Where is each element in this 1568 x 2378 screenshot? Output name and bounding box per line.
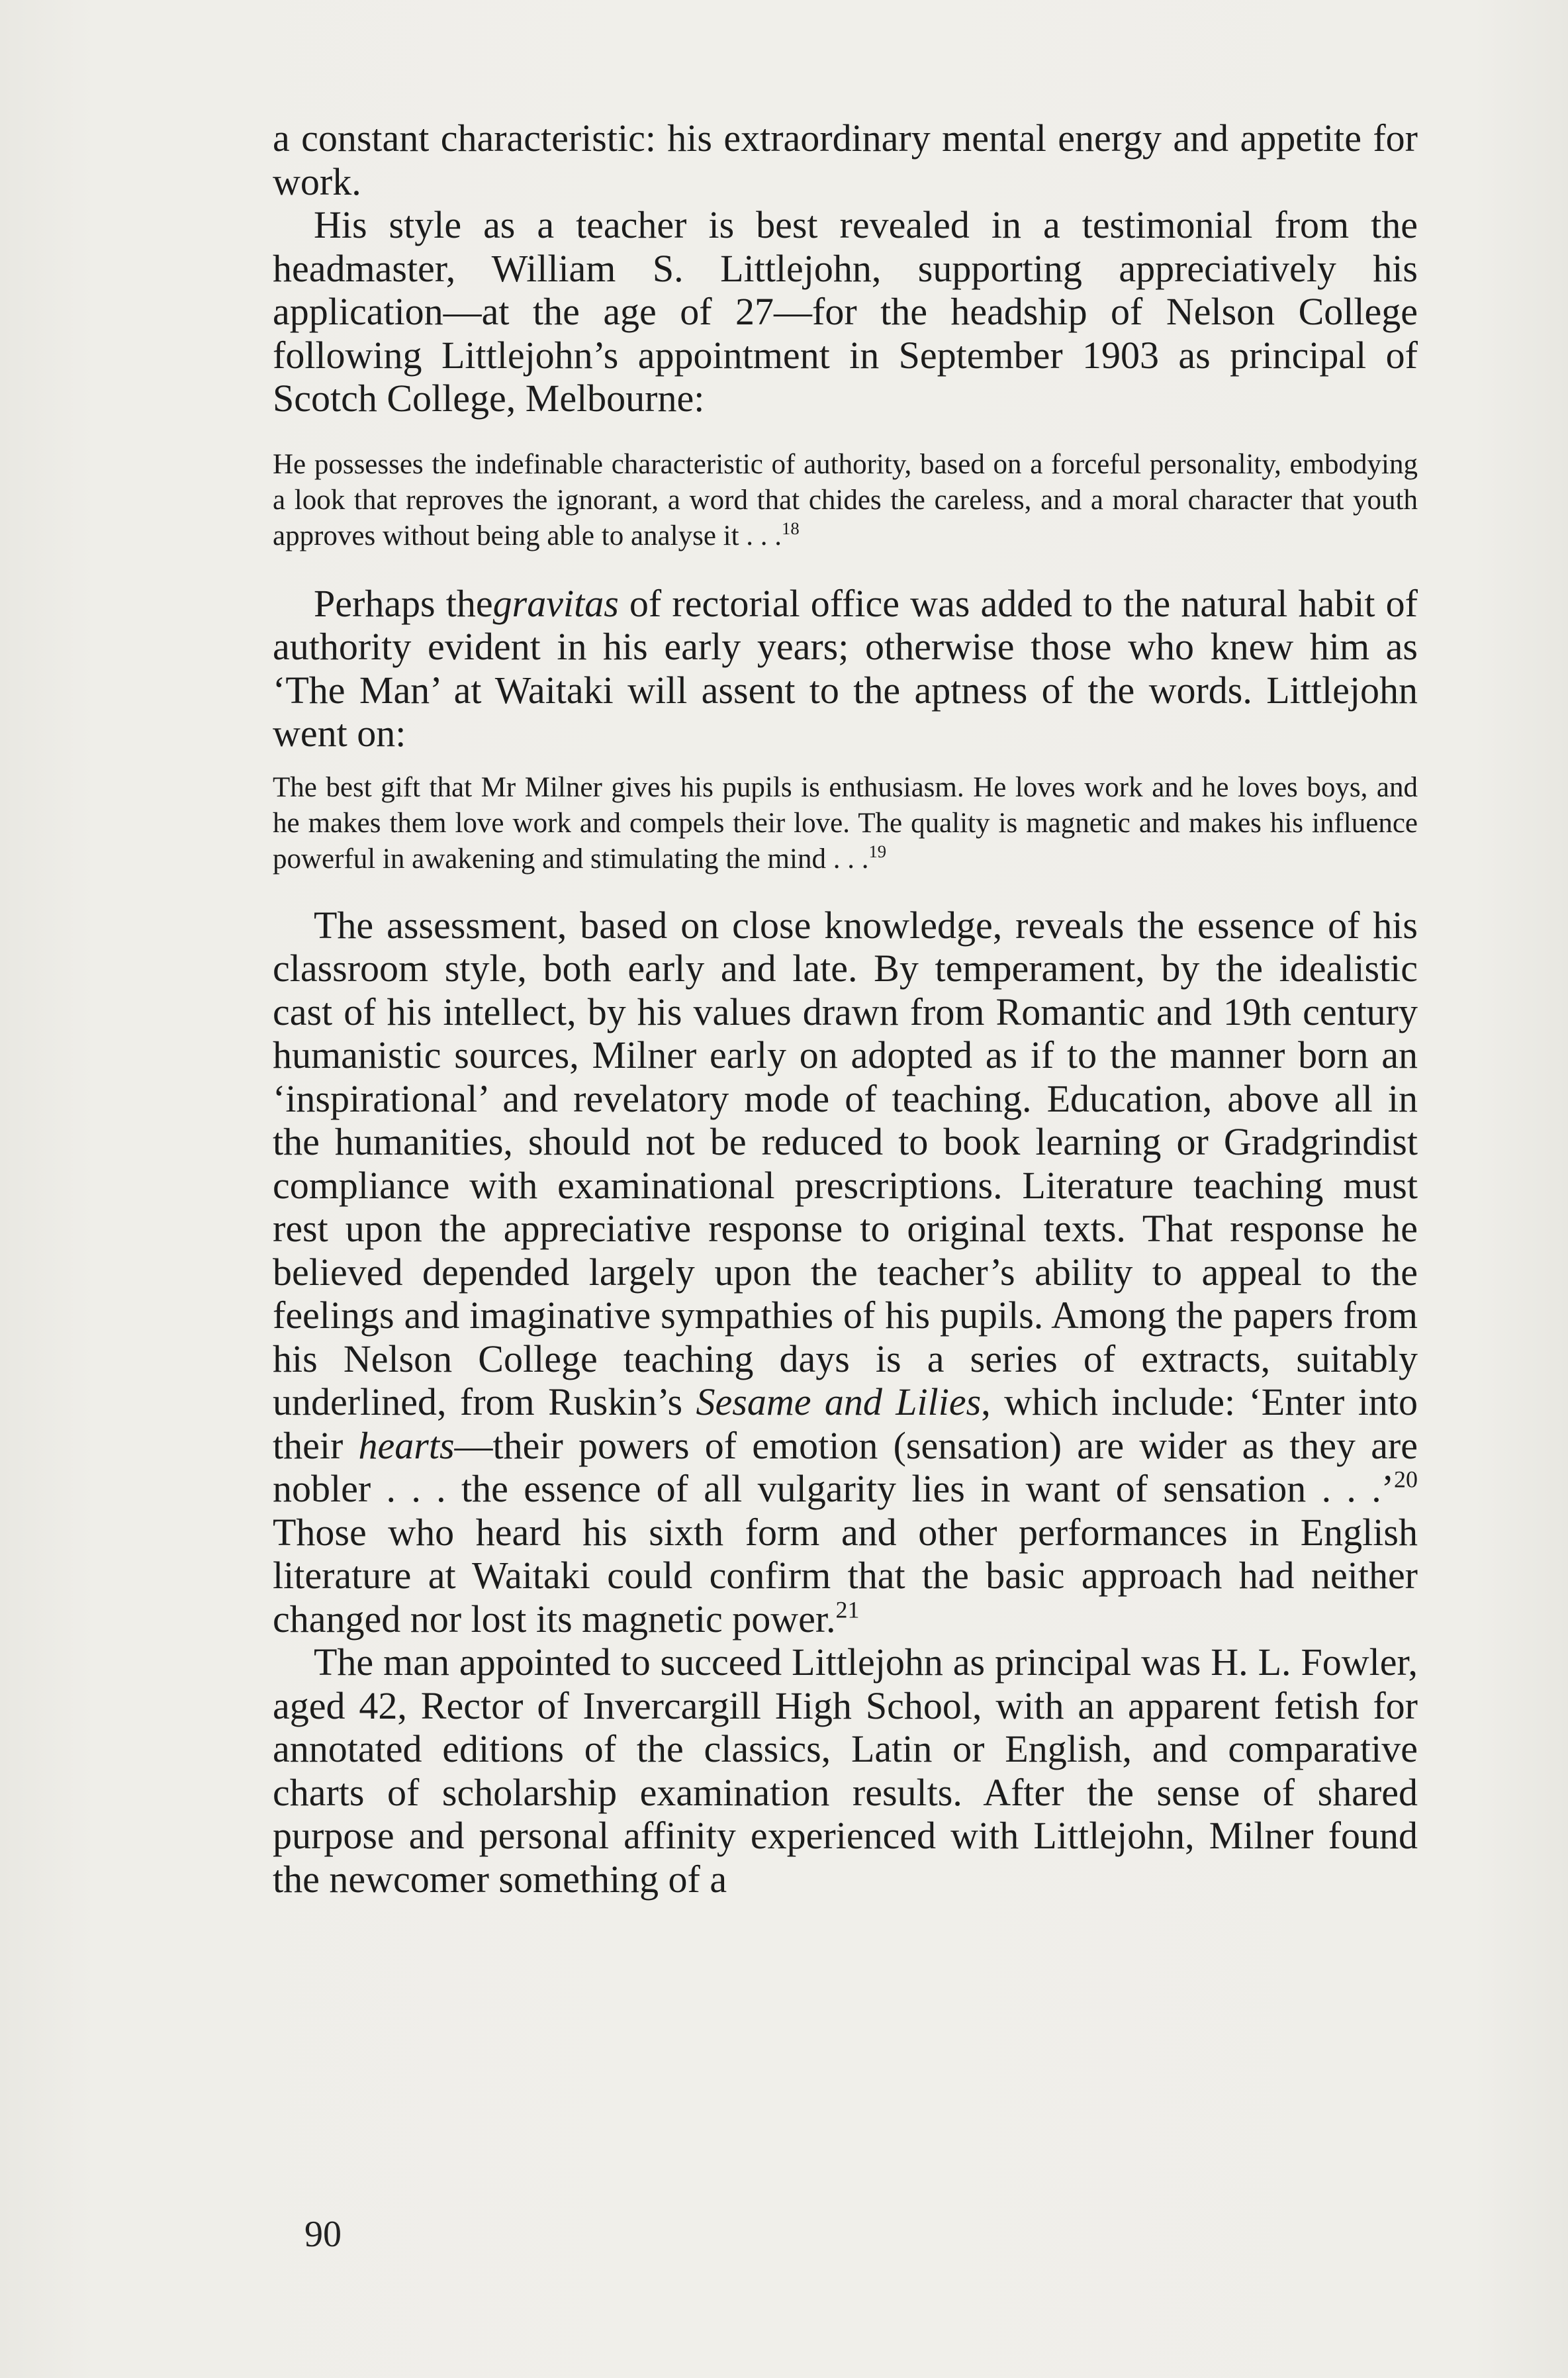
footnote-ref: 21: [835, 1595, 860, 1623]
paragraph-text: a constant characteristic: his extraordinary mental energy and appetite for work.: [273, 117, 1418, 203]
paragraph-assessment: [273, 904, 1418, 1641]
paragraph-gravitas: [273, 582, 1418, 755]
paragraph-text: , which include: ‘Enter into their: [273, 1380, 1418, 1467]
italic-term: hearts: [358, 1423, 455, 1467]
text-block: [273, 117, 1418, 1901]
paragraph-text: The man appointed to succeed Littlejohn as principal was H. L. Fowler, aged 42, Rector of Invercargill High School, with an apparent fetish for annotated editions of the classics, Latin or English, and comparative charts of scholarship examination results. After the sense of shared purpose and personal affinity experienced with Littlejohn, Milner found the newcomer something of a: [273, 1641, 1418, 1901]
paragraph-testimonial-intro: [273, 203, 1418, 420]
italic-title: Sesame and Lilies: [696, 1380, 982, 1423]
block-quote-authority: [273, 447, 1418, 554]
paragraph-text: of rectorial office was added to the natural habit of authority evident in his early years; otherwise those who knew him as ‘The Man’ at Waitaki will assent to the aptness of the words. Littlejohn went on:: [273, 581, 1418, 755]
block-quote-enthusiasm: [273, 770, 1418, 877]
paragraph-successor: [273, 1641, 1418, 1901]
italic-term: gravitas: [492, 581, 619, 625]
footnote-ref: 18: [782, 518, 800, 538]
paragraph-text: The assessment, based on close knowledge, reveals the essence of his classroom style, both early and late. By temperament, by the idealistic cast of his intellect, by his values drawn from Romantic and 19th century humanistic sources, Milner early on adopted as if to the manner born an ‘inspirational’ and revelatory mode of teaching. Education, above all in the humanities, should not be reduced to book learning or Gradgrindist compliance with examinational prescriptions. Literature teaching must rest upon the appreciative response to original texts. That response he believed depended largely upon the teacher’s ability to appeal to the feelings and imaginative sympathies of his pupils. Among the papers from his Nelson College teaching days is a series of extracts, suitably underlined, from Ruskin’s: [273, 903, 1418, 1423]
paragraph-continuation: [273, 117, 1418, 203]
quote-text: He possesses the indefinable characteristic of authority, based on a forceful personality, embodying a look that reproves the ignorant, a word that chides the careless, and a moral character that youth approves without being able to analyse it . . .: [273, 448, 1418, 551]
footnote-ref: 19: [868, 841, 887, 861]
paragraph-text: Perhaps the: [314, 581, 493, 625]
paragraph-text: —their powers of emotion (sensation) are wider as they are nobler . . . the essence of all vulgarity lies in want of sensation . . .’: [273, 1423, 1418, 1510]
page-number: 90: [304, 2214, 342, 2255]
quote-text: The best gift that Mr Milner gives his pupils is enthusiasm. He loves work and he loves boys, and he makes them love work and compels their love. The quality is magnetic and makes his influence powerful in awakening and stimulating the mind . . .: [273, 771, 1418, 875]
footnote-ref: 20: [1394, 1466, 1418, 1493]
paragraph-text: His style as a teacher is best revealed in a testimonial from the headmaster, William S. Littlejohn, supporting appreciatively his application—at the age of 27—for the headship of Nelson College following Littlejohn’s appointment in September 1903 as principal of Scotch College, Melbourne:: [273, 203, 1418, 420]
paragraph-text: Those who heard his sixth form and other performances in English literature at Waitaki could confirm that the basic approach had neither changed nor lost its magnetic power.: [273, 1510, 1418, 1641]
